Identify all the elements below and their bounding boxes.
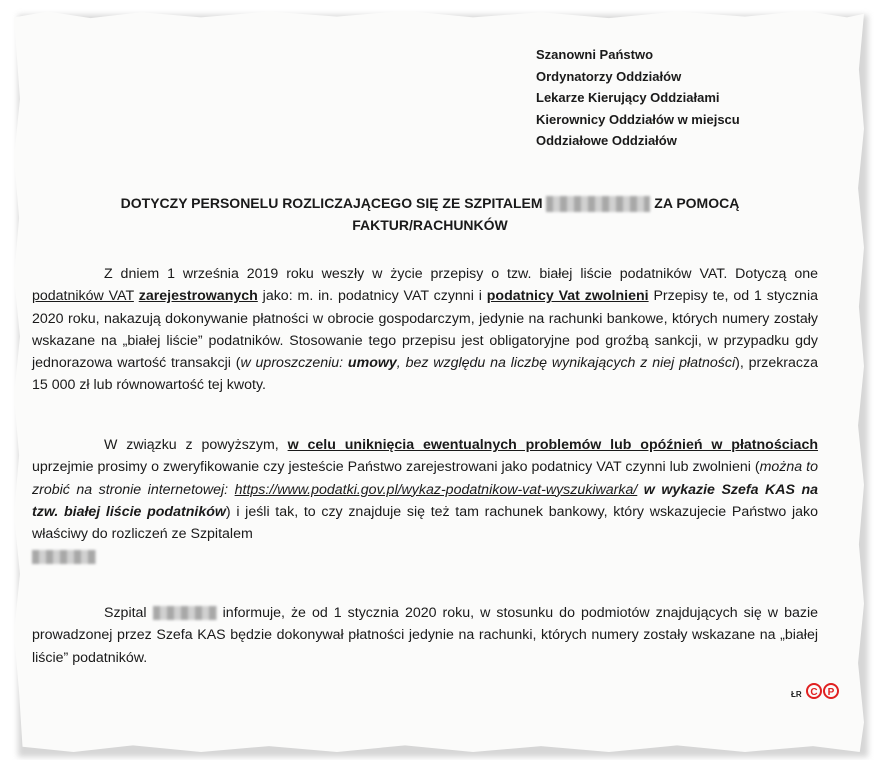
emphasis-text: podatnicy Vat zwolnieni	[486, 288, 649, 305]
title-part: DOTYCZY PERSONELU ROZLICZAJĄCEGO SIĘ ZE SZPITALEM	[120, 195, 543, 211]
logo-letter: C	[806, 683, 822, 699]
text: informuje, że od 1 stycznia 2020 roku, w stosunku do podmiotów znajdujących się w bazie prowadzonej przez Szefa KAS będzie dokonywał płatności jedynie na rachunki, których numery zostały wskazane na „białej liście” podatników.	[32, 605, 818, 666]
addressee-line: Lekarze Kierujący Oddziałami	[536, 90, 720, 105]
addressee-block	[536, 44, 740, 152]
title-line2: FAKTUR/RACHUNKÓW	[352, 217, 508, 233]
italic-text: w wykazie Szefa KAS na tzw. białej liście podatników	[32, 481, 818, 520]
podatki-link[interactable]: https://www.podatki.gov.pl/wykaz-podatnikow-vat-wyszukiwarka/	[234, 481, 638, 498]
addressee-line: Oddziałowe Oddziałów	[536, 133, 677, 148]
text: Przepisy te, od 1 stycznia 2020 roku, nakazują dokonywanie płatności w obrocie gospodarczym, jedynie na rachunki bankowe, których numery zostały wskazane na „białej liście” podatników. Stosowanie tego przepisu jest obligatoryjne pod groźbą sankcji, w przypadku gdy jednorazowa wartość transakcji (	[32, 288, 818, 372]
emphasis-text: zarejestrowanych	[138, 288, 258, 305]
paragraph-1	[32, 263, 818, 397]
document-title	[60, 192, 800, 236]
redacted-hospital-name	[153, 606, 217, 620]
italic-text: można to zrobić na stronie internetowej:	[32, 459, 818, 498]
redacted-hospital-name	[546, 196, 650, 212]
logo-letter: P	[823, 683, 839, 699]
addressee-line: Ordynatorzy Oddziałów	[536, 68, 682, 84]
emphasis-text: w celu uniknięcia ewentualnych problemów lub opóźnień w płatnościach	[287, 437, 819, 453]
emphasis-text: umowy	[347, 355, 397, 372]
text: uprzejmie prosimy o zweryfikowanie czy jesteście Państwo zarejestrowani jako podatnicy VAT czynni lub zwolnieni (	[32, 459, 760, 476]
text: jako: m. in. podatnicy VAT czynni i	[257, 288, 487, 305]
underlined-text: podatników VAT	[32, 288, 134, 305]
italic-text: w uproszczeniu:	[240, 355, 348, 372]
publisher-logo	[806, 683, 839, 701]
text: ) i jeśli tak, to czy znajduje się też tam rachunek bankowy, który wskazujecie Państwo jako właściwy do rozliczeń ze Szpitalem	[32, 503, 818, 543]
italic-text: , bez względu na liczbę wynikających z niej płatności	[396, 355, 736, 372]
text: ), przekracza 15 000 zł lub równowartość tej kwoty.	[32, 355, 818, 394]
addressee-line: Kierownicy Oddziałów w miejscu	[536, 111, 740, 127]
text: Szpital	[104, 605, 147, 621]
text: Z dniem 1 września 2019 roku weszły w życie przepisy o tzw. białej liście podatników VAT. Dotyczą one	[104, 266, 818, 282]
paragraph-3	[32, 602, 818, 669]
addressee-line: Szanowni Państwo	[536, 47, 654, 62]
text: W związku z powyższym,	[104, 437, 288, 453]
author-mark: ŁR	[791, 690, 802, 699]
paragraph-2	[32, 434, 818, 568]
title-part: ZA POMOCĄ	[654, 195, 740, 211]
redacted-hospital-name	[32, 550, 96, 564]
